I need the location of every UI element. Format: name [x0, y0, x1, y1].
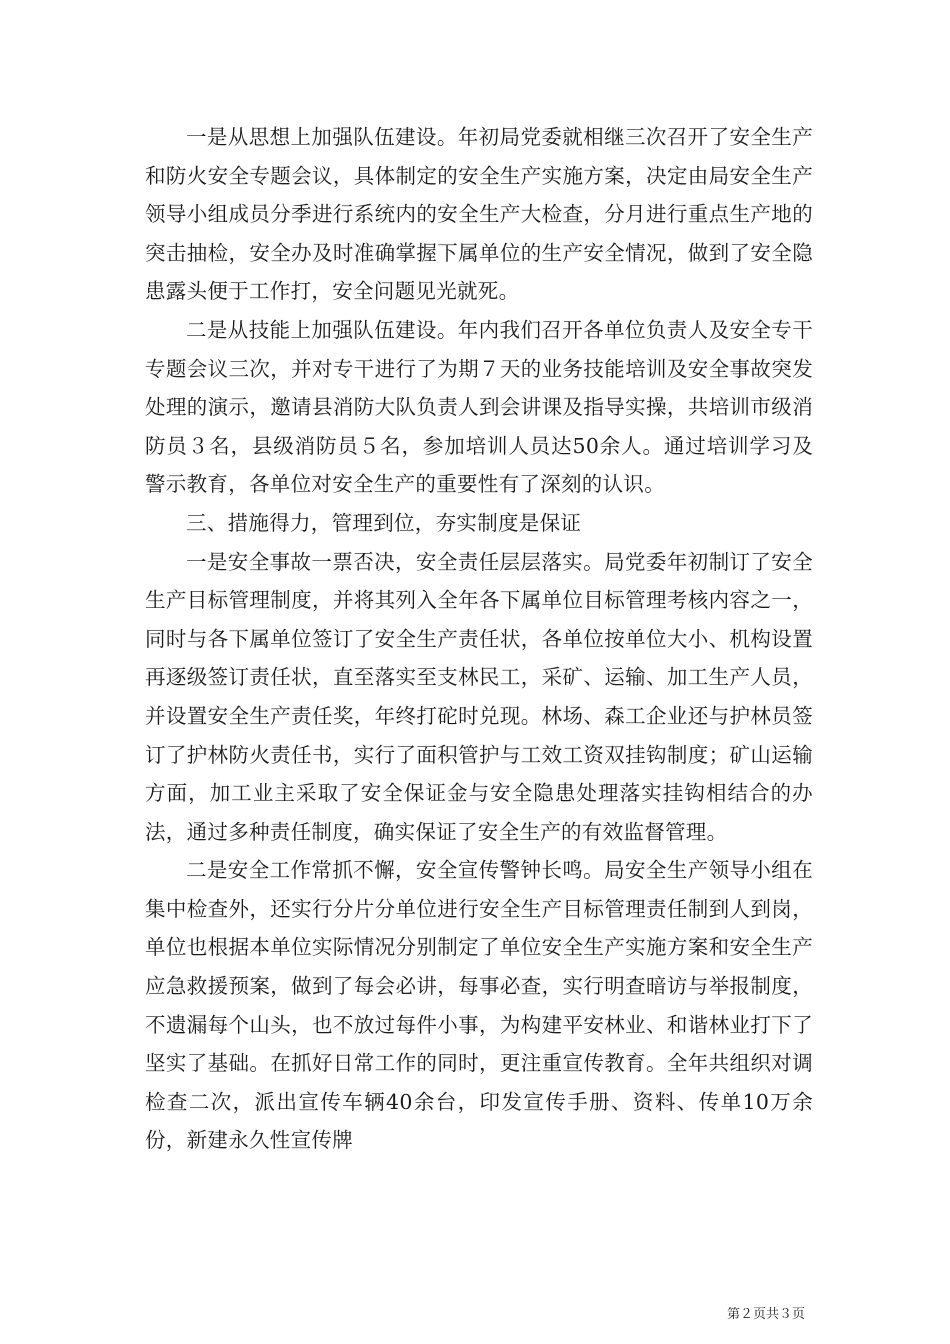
- paragraph-skills: 二是从技能上加强队伍建设。年内我们召开各单位负责人及安全专干专题会议三次，并对专干进行了为期７天的业务技能培训及安全事故突发处理的演示，邀请县消防大队负责人到会讲课及指导实操，共培训市级消防员３名，县级消防员５名，参加培训人员达50余人。通过培训学习及警示教育，各单位对安全生产的重要性有了深刻的认识。: [145, 317, 813, 497]
- paragraph-veto: 一是安全事故一票否决，安全责任层层落实。局党委年初制订了安全生产目标管理制度，并将其列入全年各下属单位目标管理考核内容之一，同时与各下属单位签订了安全生产责任状，各单位按单位大小、机构设置再逐级签订责任状，直至落实至支林民工，采矿、运输、加工生产人员，并设置安全生产责任奖，年终打砣时兑现。林场、森工企业还与护林员签订了护林防火责任书，实行了面积管护与工效工资双挂钩制度；矿山运输方面，加工业主采取了安全保证金与安全隐患处理落实挂钩相结合的办法，通过多种责任制度，确实保证了安全生产的有效监督管理。: [145, 549, 813, 844]
- section-heading: 三、措施得力，管理到位，夯实制度是保证: [186, 510, 582, 535]
- document-body: [145, 118, 813, 1160]
- page-number: 第２页共３页: [726, 1307, 805, 1322]
- paragraph-publicity: 二是安全工作常抓不懈，安全宣传警钟长鸣。局安全生产领导小组在集中检查外，还实行分片分单位进行安全生产目标管理责任制到人到岗，单位也根据本单位实际情况分别制定了单位安全生产实施方案和安全生产应急救援预案，做到了每会必讲，每事必查，实行明查暗访与举报制度，不遗漏每个山头，也不放过每件小事，为构建平安林业、和谐林业打下了坚实了基础。在抓好日常工作的同时，更注重宣传教育。全年共组织对调检查二次，派出宣传车辆40余台，印发宣传手册、资料、传单10万余份，新建永久性宣传牌: [145, 858, 813, 1153]
- paragraph-ideology: 一是从思想上加强队伍建设。年初局党委就相继三次召开了安全生产和防火安全专题会议，具体制定的安全生产实施方案，决定由局安全生产领导小组成员分季进行系统内的安全生产大检查，分月进行重点生产地的突击抽检，安全办及时准确掌握下属单位的生产安全情况，做到了安全隐患露头便于工作打，安全问题见光就死。: [145, 125, 813, 304]
